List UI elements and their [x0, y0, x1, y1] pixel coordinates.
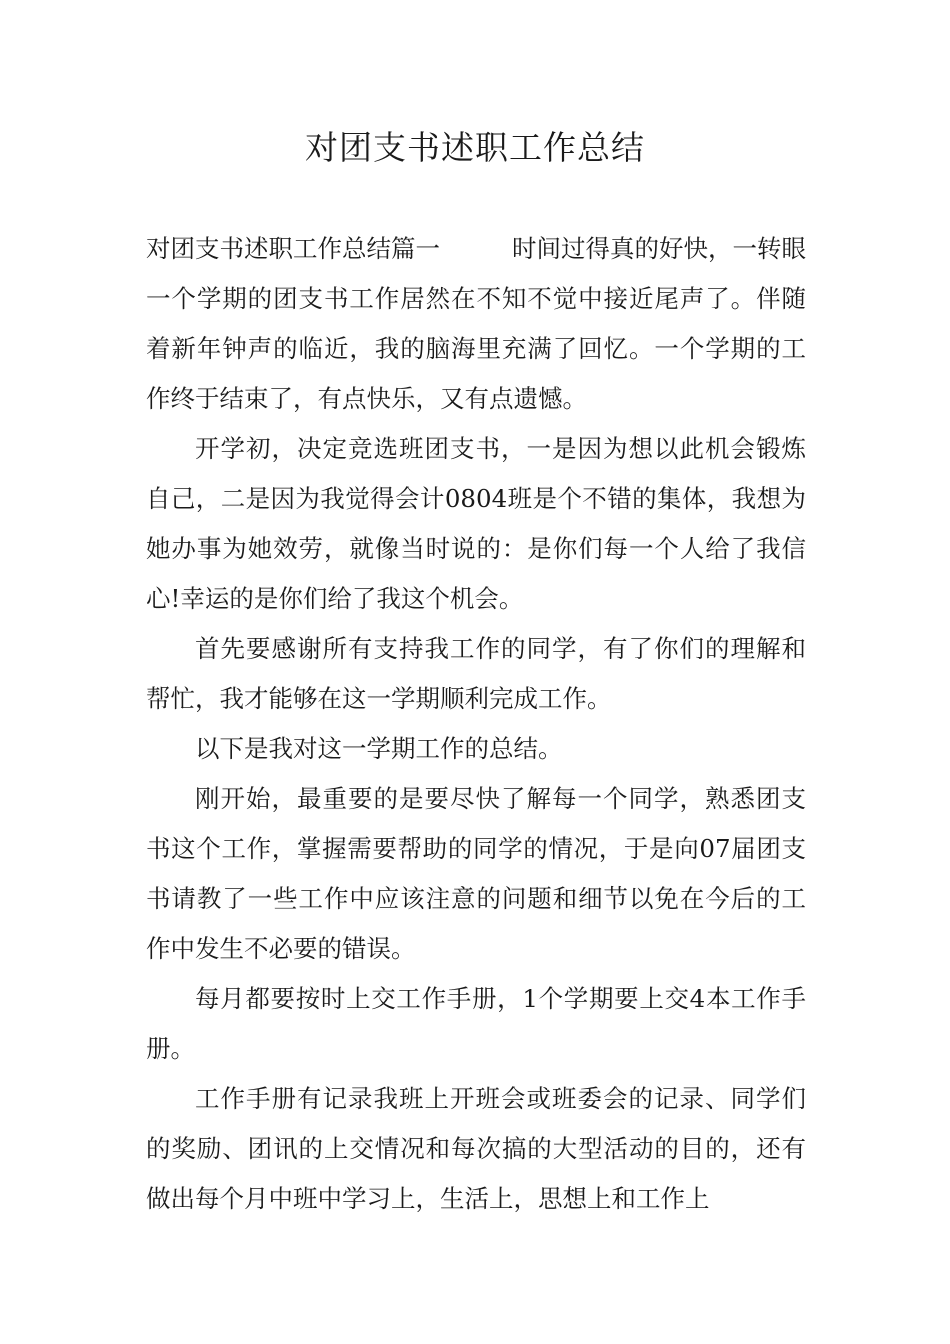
paragraph: 每月都要按时上交工作手册，1个学期要上交4本工作手册。: [146, 984, 806, 1063]
paragraph-1-text: 时间过得真的好快，一转眼一个学期的团支书工作居然在不知不觉中接近尾声了。伴随着新年钟声的临近，我的脑海里充满了回忆。一个学期的工作终于结束了，有点快乐，又有点遗憾。: [146, 234, 806, 413]
paragraph: 首先要感谢所有支持我工作的同学，有了你们的理解和帮忙，我才能够在这一学期顺利完成工作。: [146, 634, 806, 713]
paragraph-intro: [146, 224, 806, 424]
document-body: [146, 224, 806, 1224]
intro-heading: 对团支书述职工作总结篇一: [146, 234, 440, 263]
document-title: 对团支书述职工作总结: [305, 128, 645, 167]
paragraph: 刚开始，最重要的是要尽快了解每一个同学，熟悉团支书这个工作，掌握需要帮助的同学的情况，于是向07届团支书请教了一些工作中应该注意的问题和细节以免在今后的工作中发生不必要的错误。: [146, 784, 806, 963]
paragraph: 开学初，决定竞选班团支书，一是因为想以此机会锻炼自己，二是因为我觉得会计0804班是个不错的集体，我想为她办事为她效劳，就像当时说的：是你们每一个人给了我信心!幸运的是你们给了我这个机会。: [146, 434, 806, 613]
paragraph: 以下是我对这一学期工作的总结。: [195, 734, 563, 763]
paragraph: 工作手册有记录我班上开班会或班委会的记录、同学们的奖励、团讯的上交情况和每次搞的大型活动的目的，还有做出每个月中班中学习上，生活上，思想上和工作上: [146, 1084, 806, 1213]
